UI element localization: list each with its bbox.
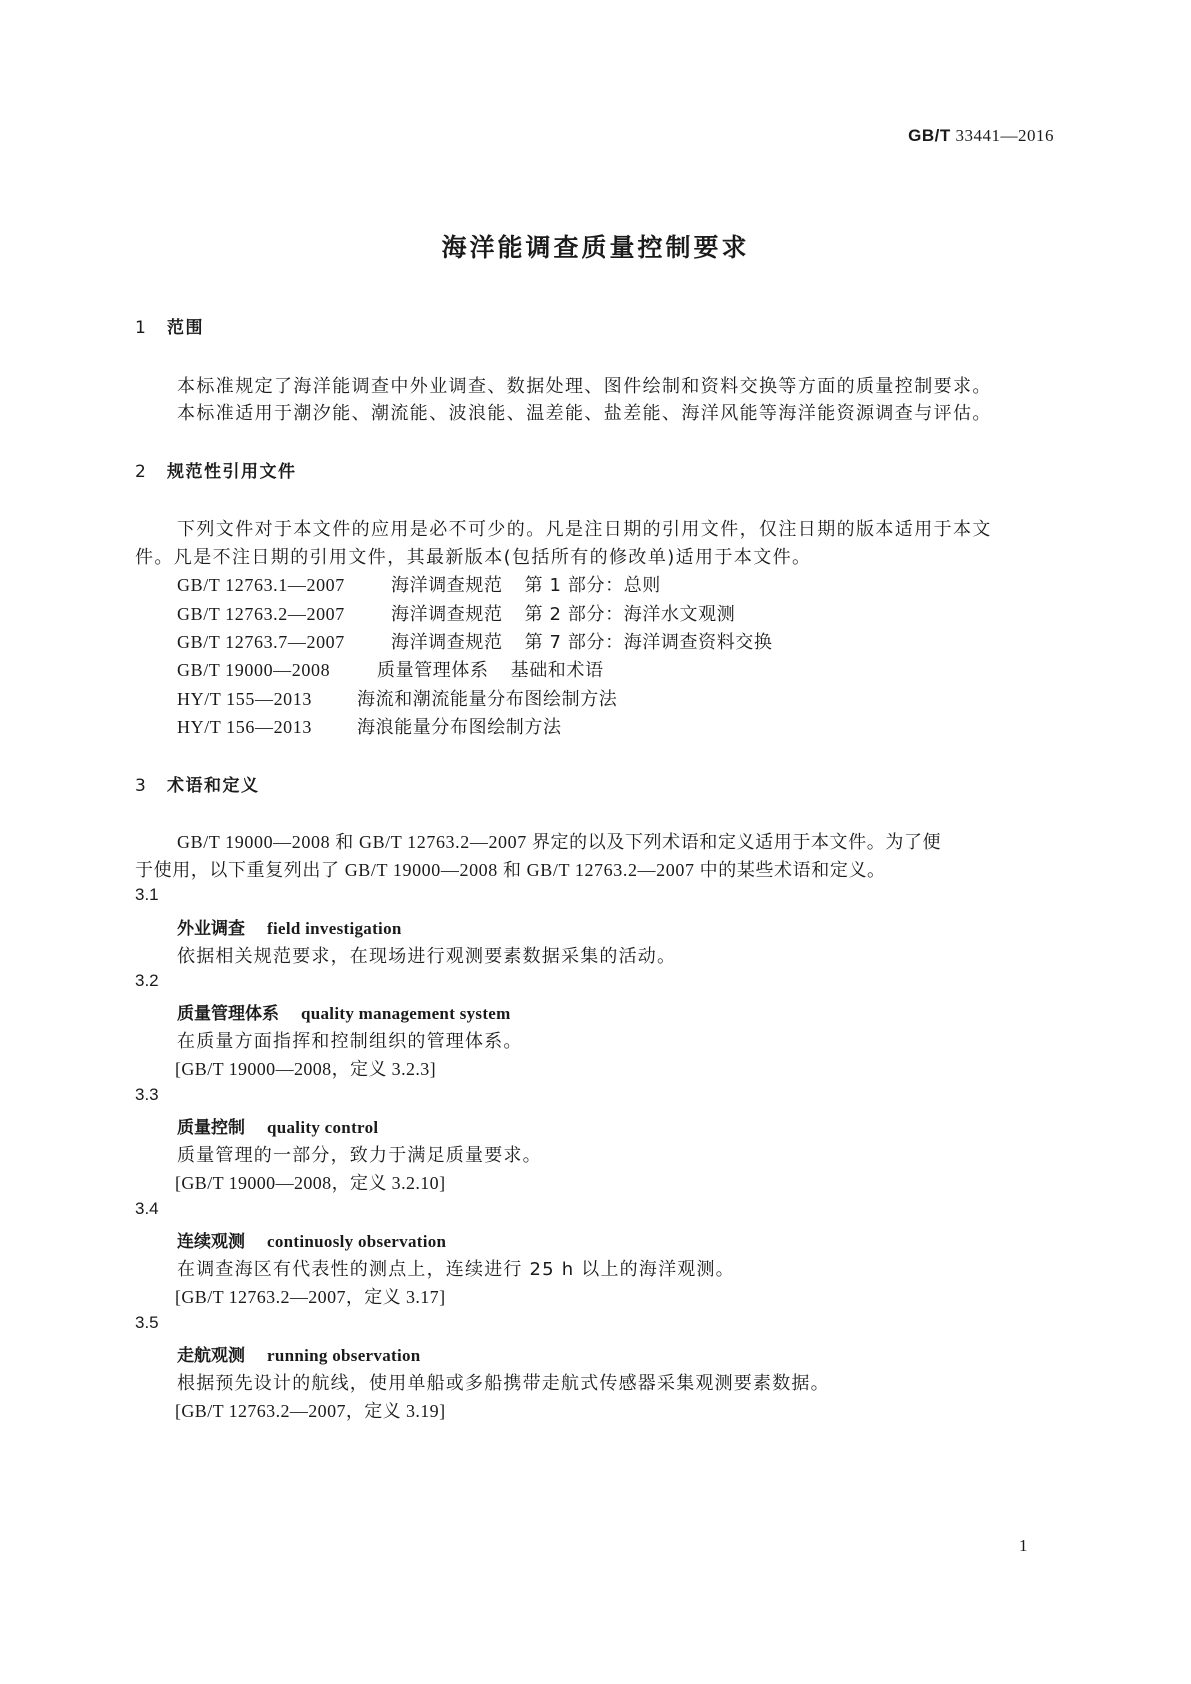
- paragraph: 件。凡是不注日期的引用文件，其最新版本(包括所有的修改单)适用于本文件。: [135, 547, 812, 568]
- reference-part: 第 1 部分：总则: [524, 575, 661, 596]
- term-en: quality control: [267, 1118, 379, 1137]
- reference-item: [177, 571, 661, 597]
- paragraph: 本标准规定了海洋能调查中外业调查、数据处理、图件绘制和资料交换等方面的质量控制要求。: [177, 376, 992, 397]
- paragraph: GB/T 19000—2008 和 GB/T 12763.2—2007 界定的以及下列术语和定义适用于本文件。为了便: [177, 832, 942, 852]
- term-heading: [177, 914, 402, 939]
- reference-code: HY/T 155—2013: [177, 689, 312, 709]
- term-en: continuosly observation: [267, 1232, 447, 1251]
- term-heading: [177, 1113, 378, 1138]
- term-zh: 走航观测: [177, 1346, 245, 1366]
- reference-title: 海流和潮流能量分布图绘制方法: [357, 689, 618, 710]
- term-number: 3.4: [135, 1199, 159, 1218]
- term-heading: [177, 999, 511, 1024]
- term-definition: 质量管理的一部分，致力于满足质量要求。: [177, 1145, 542, 1166]
- term-heading: [177, 1227, 446, 1252]
- term-number: 3.1: [135, 885, 159, 904]
- term-en: running observation: [267, 1346, 421, 1365]
- term-zh: 质量控制: [177, 1118, 245, 1138]
- paragraph: 于使用，以下重复列出了 GB/T 19000—2008 和 GB/T 12763.2—2007 中的某些术语和定义。: [135, 860, 886, 880]
- document-title: 海洋能调查质量控制要求: [441, 233, 750, 262]
- term-number: 3.5: [135, 1313, 159, 1332]
- reference-item: [177, 628, 773, 654]
- term-source: [GB/T 12763.2—2007，定义 3.17]: [175, 1287, 446, 1307]
- reference-title: 海洋调查规范: [391, 575, 503, 596]
- section-1-heading: [135, 313, 204, 338]
- section-title: 范围: [167, 318, 204, 338]
- reference-code: GB/T 12763.2—2007: [177, 604, 345, 624]
- reference-item: [177, 656, 604, 682]
- standard-prefix: GB/T: [908, 126, 951, 145]
- section-title: 规范性引用文件: [167, 462, 297, 482]
- term-zh: 外业调查: [177, 919, 245, 939]
- term-definition: 根据预先设计的航线，使用单船或多船携带走航式传感器采集观测要素数据。: [177, 1373, 830, 1394]
- term-zh: 质量管理体系: [177, 1004, 279, 1024]
- section-3-heading: [135, 771, 260, 796]
- term-en: quality management system: [301, 1004, 511, 1023]
- reference-code: GB/T 19000—2008: [177, 660, 331, 680]
- reference-code: GB/T 12763.7—2007: [177, 632, 345, 652]
- section-number: 2: [135, 462, 148, 482]
- paragraph: 下列文件对于本文件的应用是必不可少的。凡是注日期的引用文件，仅注日期的版本适用于本文: [177, 519, 992, 540]
- section-number: 3: [135, 776, 148, 796]
- reference-part: 第 7 部分：海洋调查资料交换: [524, 632, 773, 653]
- standard-number: [908, 126, 1054, 146]
- term-zh: 连续观测: [177, 1232, 245, 1252]
- reference-item: [177, 600, 735, 626]
- page-number: 1: [1019, 1536, 1028, 1555]
- paragraph: 本标准适用于潮汐能、潮流能、波浪能、温差能、盐差能、海洋风能等海洋能资源调查与评估。: [177, 403, 992, 424]
- reference-title: 海洋调查规范: [391, 604, 503, 625]
- term-definition: 在质量方面指挥和控制组织的管理体系。: [177, 1031, 523, 1052]
- reference-item: [177, 713, 562, 739]
- section-title: 术语和定义: [167, 776, 260, 796]
- reference-part: 第 2 部分：海洋水文观测: [524, 604, 736, 625]
- reference-title: 质量管理体系: [377, 660, 489, 681]
- reference-title: 海洋调查规范: [391, 632, 503, 653]
- term-source: [GB/T 19000—2008，定义 3.2.3]: [175, 1059, 437, 1079]
- term-source: [GB/T 12763.2—2007，定义 3.19]: [175, 1401, 446, 1421]
- term-source: [GB/T 19000—2008，定义 3.2.10]: [175, 1173, 446, 1193]
- term-number: 3.3: [135, 1085, 159, 1104]
- standard-code: 33441—2016: [955, 126, 1054, 145]
- term-number: 3.2: [135, 971, 159, 990]
- section-number: 1: [135, 318, 148, 338]
- reference-title: 海浪能量分布图绘制方法: [357, 717, 562, 738]
- term-heading: [177, 1341, 421, 1366]
- reference-code: GB/T 12763.1—2007: [177, 575, 345, 595]
- reference-item: [177, 685, 617, 711]
- term-definition: 依据相关规范要求，在现场进行观测要素数据采集的活动。: [177, 946, 677, 967]
- section-2-heading: [135, 457, 297, 482]
- reference-code: HY/T 156—2013: [177, 717, 312, 737]
- reference-part: 基础和术语: [510, 660, 604, 681]
- term-definition: 在调查海区有代表性的测点上，连续进行 25 h 以上的海洋观测。: [177, 1259, 735, 1280]
- term-en: field investigation: [267, 919, 402, 938]
